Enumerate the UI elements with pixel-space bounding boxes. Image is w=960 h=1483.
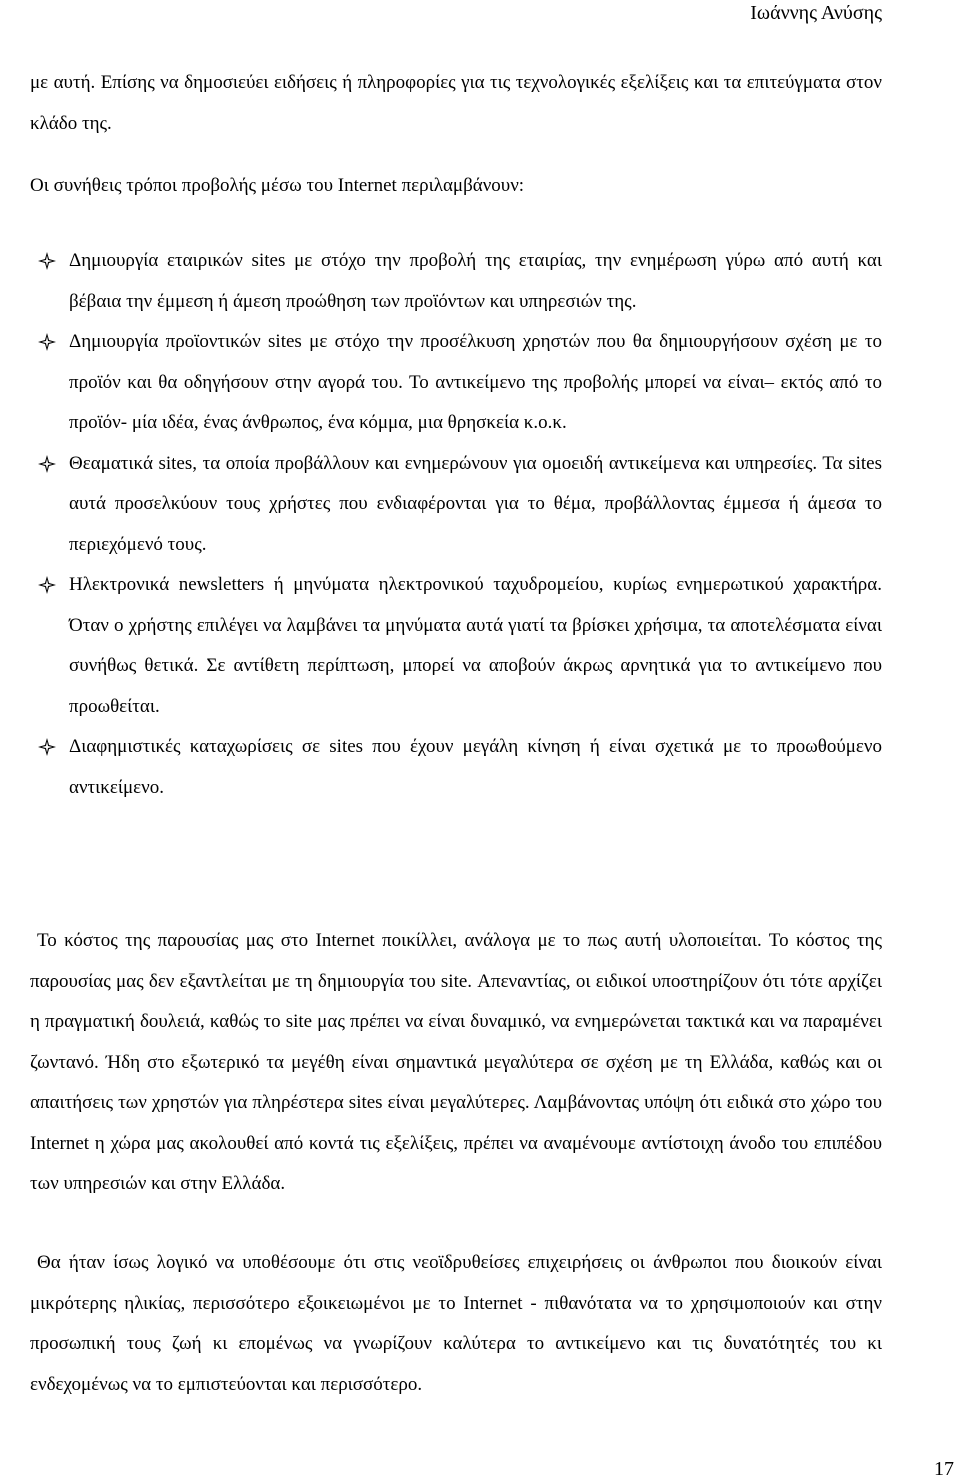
bullet-text-2: Δημιουργία προϊοντικών sites με στόχο την προσέλκυση χρηστών που θα δημιουργήσουν σχέση με το προϊόν και θα οδηγήσουν στην αγορά του. Το αντικείμενο της προβολής μπορεί να είναι– εκτός από το προϊόν- μία ιδέα, ένας άνθρωπος, ένα κόμμα, μια θρησκεία κ.ο.κ.	[69, 331, 882, 433]
list-intro-paragraph: Οι συνήθεις τρόποι προβολής μέσω του Internet περιλαμβάνουν:	[30, 175, 525, 196]
bullet-text-5: Διαφημιστικές καταχωρίσεις σε sites που έχουν μεγάλη κίνηση ή είναι σχετικά με το προωθούμενο αντικείμενο.	[69, 736, 882, 798]
diamond-bullet-icon	[38, 455, 56, 473]
bullet-item-5	[30, 727, 882, 808]
bullet-list	[30, 241, 882, 808]
page-number: 17	[934, 1458, 954, 1480]
intro-paragraph-block	[30, 63, 882, 144]
list-intro-block	[30, 166, 882, 207]
bullet-item-3	[30, 444, 882, 566]
intro-paragraph: με αυτή. Επίσης να δημοσιεύει ειδήσεις ή πληροφορίες για τις τεχνολογικές εξελίξεις και τα επιτεύγματα στον κλάδο της.	[30, 72, 882, 134]
bullet-text-4: Ηλεκτρονικά newsletters ή μηνύματα ηλεκτρονικού ταχυδρομείου, κυρίως ενημερωτικού χαρακτήρα. Όταν ο χρήστης επιλέγει να λαμβάνει τα μηνύματα αυτά γιατί τα βρίσκει χρήσιμα, τα αποτελέσματα είναι συνήθως θετικά. Σε αντίθετη περίπτωση, μπορεί να αποβούν άκρως αρνητικά για το αντικείμενο που προωθείται.	[69, 574, 882, 717]
diamond-bullet-icon	[38, 576, 56, 594]
diamond-bullet-icon	[38, 252, 56, 270]
bullet-item-4	[30, 565, 882, 727]
bullet-text-1: Δημιουργία εταιρικών sites με στόχο την προβολή της εταιρίας, την ενημέρωση γύρω από αυτή και βέβαια την έμμεση ή άμεση προώθηση των προϊόντων και υπηρεσιών της.	[69, 250, 882, 312]
bullet-list-block	[30, 241, 882, 808]
bullet-item-1	[30, 241, 882, 322]
diamond-bullet-icon	[38, 738, 56, 756]
cost-paragraph: Το κόστος της παρουσίας μας στο Internet ποικίλλει, ανάλογα με το πως αυτή υλοποιείται. Το κόστος της παρουσίας μας δεν εξαντλείται με τη δημιουργία του site. Απεναντίας, οι ειδικοί υποστηρίζουν ότι τότε αρχίζει η πραγματική δουλειά, καθώς το site μας πρέπει να είναι δυναμικό, να ενημερώνεται τακτικά και να παραμένει ζωντανό. Ήδη στο εξωτερικό τα μεγέθη είναι σημαντικά μεγαλύτερα σε σχέση με τη Ελλάδα, καθώς και οι απαιτήσεις των χρηστών για πληρέστερα sites είναι μεγαλύτερες. Λαμβάνοντας υπόψη ότι ειδικά στο χώρο του Internet η χώρα μας ακολουθεί από κοντά τις εξελίξεις, πρέπει να αναμένουμε αντίστοιχη άνοδο του επιπέδου των υπηρεσιών και στην Ελλάδα.	[30, 930, 882, 1194]
bullet-text-3: Θεαματικά sites, τα οποία προβάλλουν και ενημερώνουν για ομοειδή αντικείμενα και υπηρεσίες. Τα sites αυτά προσελκύουν τους χρήστες που ενδιαφέρονται για το θέμα, προβάλλοντας έμμεσα ή άμεσα το περιεχόμενό τους.	[69, 452, 882, 555]
cost-paragraph-block	[30, 921, 882, 1205]
diamond-bullet-icon	[38, 333, 56, 351]
closing-paragraph: Θα ήταν ίσως λογικό να υποθέσουμε ότι στις νεοϊδρυθείσες επιχειρήσεις οι άνθρωποι που διοικούν είναι μικρότερης ηλικίας, περισσότερο εξοικειωμένοι με το Internet - πιθανότατα να το χρησιμοποιούν και στην προσωπική τους ζωή κι επομένως να γνωρίζουν καλύτερα το αντικείμενο και τις δυνατότητές του κι ενδεχομένως να το εμπιστεύονται και περισσότερο.	[30, 1252, 882, 1395]
bullet-item-2	[30, 322, 882, 444]
header-author: Ιωάννης Ανύσης	[750, 2, 882, 24]
closing-paragraph-block	[30, 1243, 882, 1405]
